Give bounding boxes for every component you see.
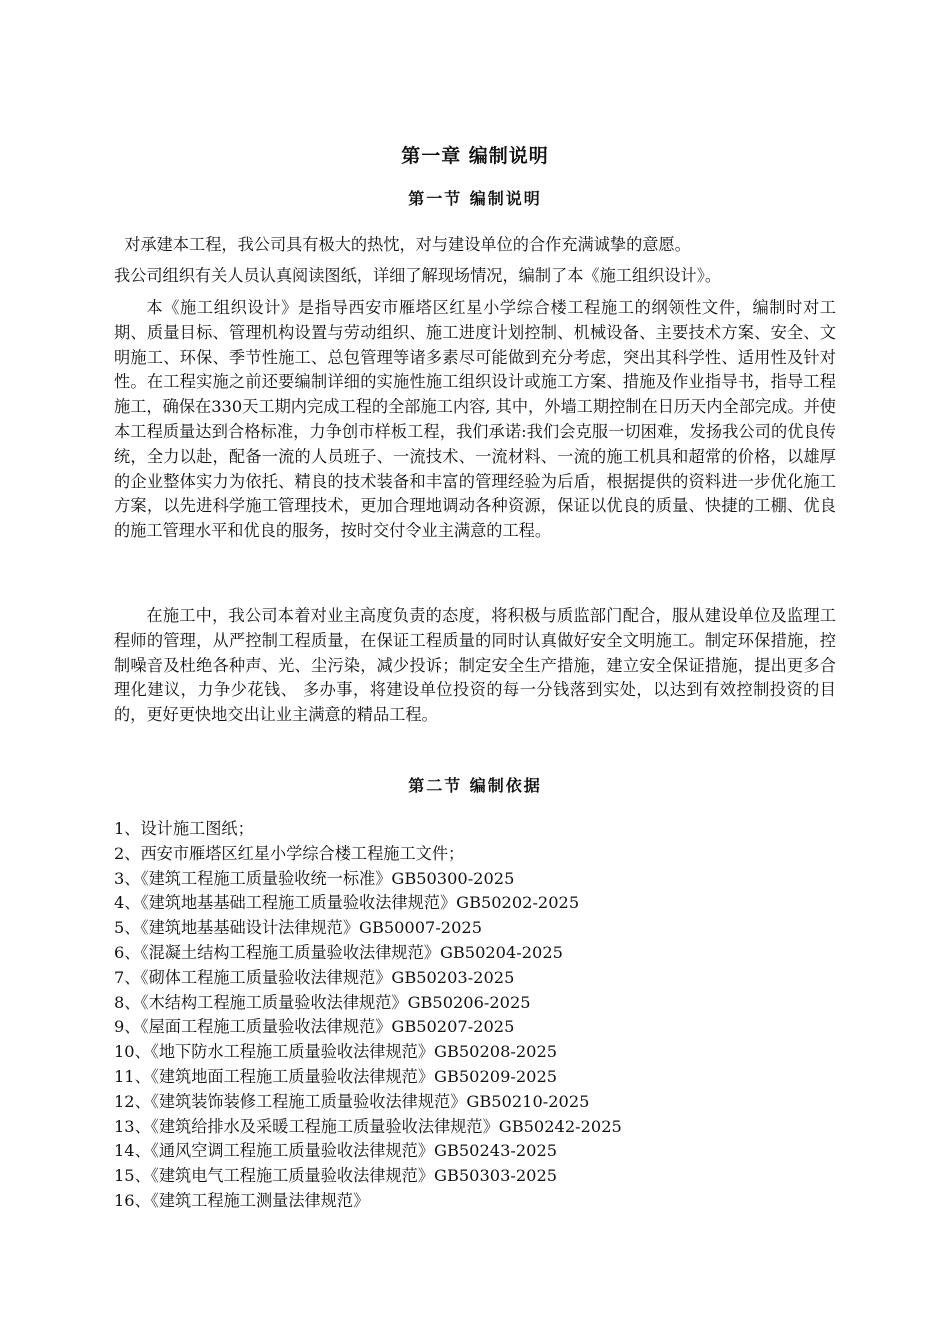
list-item: 7、《砌体工程施工质量验收法律规范》GB50203-2025: [114, 967, 515, 987]
list-item: 16、《建筑工程施工测量法律规范》: [114, 1190, 370, 1210]
list-item: 11、《建筑地面工程施工质量验收法律规范》GB50209-2025: [114, 1066, 558, 1086]
chapter-title: 第一章 编制说明: [401, 145, 549, 167]
list-item: 10、《地下防水工程施工质量验收法律规范》GB50208-2025: [114, 1042, 558, 1062]
list-item: 1、设计施工图纸；: [114, 819, 254, 838]
list-item: 6、《混凝土结构工程施工质量验收法律规范》GB50204-2025: [114, 942, 563, 962]
list-item: 2、西安市雁塔区红星小学综合楼工程施工文件；: [114, 843, 465, 863]
intro-line: 我公司组织有关人员认真阅读图纸，详细了解现场情况，编制了本《施工组织设计》。: [114, 265, 722, 285]
list-item: 3、《建筑工程施工质量验收统一标准》GB50300-2025: [114, 868, 515, 888]
list-item: 13、《建筑给排水及采暖工程施工质量验收法律规范》GB50242-2025: [114, 1116, 622, 1136]
list-item: 9、《屋面工程施工质量验收法律规范》GB50207-2025: [114, 1017, 515, 1037]
intro-paragraph: [114, 233, 836, 289]
list-item: 4、《建筑地基基础工程施工质量验收法律规范》GB50202-2025: [114, 893, 580, 913]
section-title-basis: 第二节 编制依据: [408, 776, 542, 795]
list-item: 12、《建筑装饰装修工程施工质量验收法律规范》GB50210-2025: [114, 1091, 590, 1111]
list-item: 5、《建筑地基基础设计法律规范》GB50007-2025: [114, 918, 482, 938]
main-paragraph: 本《施工组织设计》是指导西安市雁塔区红星小学综合楼工程施工的纲领性文件，编制时对工期、质量目标、管理机构设置与劳动组织、施工进度计划控制、机械设备、主要技术方案、安全、文明施工、环保、季节性施工、总包管理等诸多素尽可能做到充分考虑，突出其科学性、适用性及针对性。在工程实施之前还要编制详细的实施性施工组织设计或施工方案、措施及作业指导书，指导工程施工，确保在330天工期内完成工程的全部施工内容, 其中，外墙工期控制在日历天内全部完成。并使本工程质量达到合格标准，力争创市样板工程，我们承诺:我们会克服一切困难，发扬我公司的优良传统，全力以赴，配备一流的人员班子、一流技术、一流材料、一流的施工机具和超常的价格，以雄厚的企业整体实力为依托、精良的技术装备和丰富的管理经验为后盾，根据提供的资料进一步优化施工方案，以先进科学施工管理技术，更加合理地调动各种资源，保证以优良的质量、快捷的工棚、优良的施工管理水平和优良的服务，按时交付令业主满意的工程。: [114, 298, 836, 541]
section-title-compilation-notes: 第一节 编制说明: [408, 189, 542, 208]
intro-line: 对承建本工程，我公司具有极大的热忱，对与建设单位的合作充满诚挚的意愿。: [114, 235, 691, 254]
list-item: 8、《木结构工程施工质量验收法律规范》GB50206-2025: [114, 992, 531, 1012]
list-item: 15、《建筑电气工程施工质量验收法律规范》GB50303-2025: [114, 1166, 558, 1186]
construction-paragraph: 在施工中，我公司本着对业主高度负责的态度，将积极与质监部门配合，服从建设单位及监理工程师的管理，从严控制工程质量，在保证工程质量的同时认真做好安全文明施工。制定环保措施，控制噪音及杜绝各种声、光、尘污染，减少投诉；制定安全生产措施，建立安全保证措施，提出更多合理化建议，力争少花钱、 多办事，将建设单位投资的每一分钱落到实处，以达到有效控制投资的目的，更好更快地交出让业主满意的精品工程。: [114, 606, 836, 725]
list-item: 14、《通风空调工程施工质量验收法律规范》GB50243-2025: [114, 1141, 558, 1161]
basis-list: [114, 817, 836, 1214]
